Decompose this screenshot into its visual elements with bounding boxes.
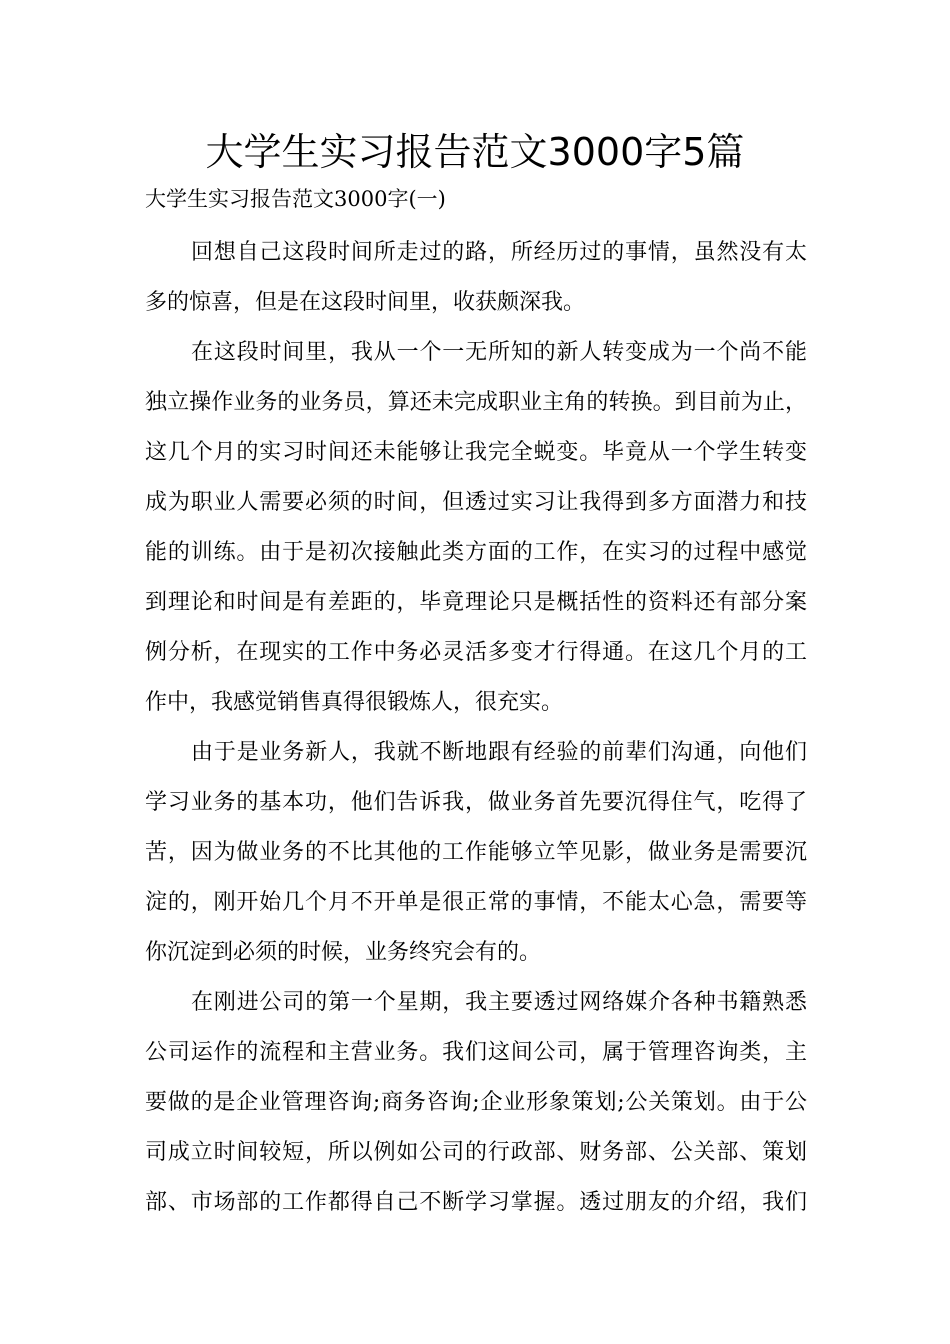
text-line: 司成立时间较短，所以例如公司的行政部、财务部、公关部、策划 (145, 1140, 807, 1165)
text-line: 独立操作业务的业务员，算还未完成职业主角的转换。到目前为止， (145, 390, 807, 415)
text-line: 你沉淀到必须的时候，业务终究会有的。 (145, 940, 542, 965)
text-line: 公司运作的流程和主营业务。我们这间公司，属于管理咨询类，主 (145, 1040, 807, 1065)
text-line: 能的训练。由于是初次接触此类方面的工作，在实习的过程中感觉 (145, 540, 807, 565)
text-line: 这几个月的实习时间还未能够让我完全蜕变。毕竟从一个学生转变 (145, 440, 807, 465)
text-line: 由于是业务新人，我就不断地跟有经验的前辈们沟通，向他们 (191, 740, 807, 765)
text-line: 在刚进公司的第一个星期，我主要透过网络媒介各种书籍熟悉 (191, 990, 807, 1015)
document-body (145, 228, 807, 1228)
text-line: 在这段时间里，我从一个一无所知的新人转变成为一个尚不能 (191, 340, 807, 365)
text-line: 部、市场部的工作都得自己不断学习掌握。透过朋友的介绍，我们 (145, 1190, 807, 1215)
section-heading: 大学生实习报告范文3000字(一) (145, 187, 446, 211)
text-line: 淀的，刚开始几个月不开单是很正常的事情，不能太心急，需要等 (145, 890, 807, 915)
text-line: 例分析，在现实的工作中务必灵活多变才行得通。在这几个月的工 (145, 640, 807, 665)
text-line: 苦，因为做业务的不比其他的工作能够立竿见影，做业务是需要沉 (145, 840, 807, 865)
document-title: 大学生实习报告范文3000字5篇 (205, 130, 745, 174)
text-line: 回想自己这段时间所走过的路，所经历过的事情，虽然没有太 (191, 240, 807, 265)
text-line: 作中，我感觉销售真得很锻炼人，很充实。 (145, 690, 564, 715)
text-line: 多的惊喜，但是在这段时间里，收获颇深我。 (145, 290, 586, 315)
text-line: 要做的是企业管理咨询;商务咨询;企业形象策划;公关策划。由于公 (145, 1090, 807, 1115)
text-line: 成为职业人需要必须的时间，但透过实习让我得到多方面潜力和技 (145, 490, 807, 515)
text-line: 到理论和时间是有差距的，毕竟理论只是概括性的资料还有部分案 (145, 590, 807, 615)
text-line: 学习业务的基本功，他们告诉我，做业务首先要沉得住气，吃得了 (145, 790, 807, 815)
